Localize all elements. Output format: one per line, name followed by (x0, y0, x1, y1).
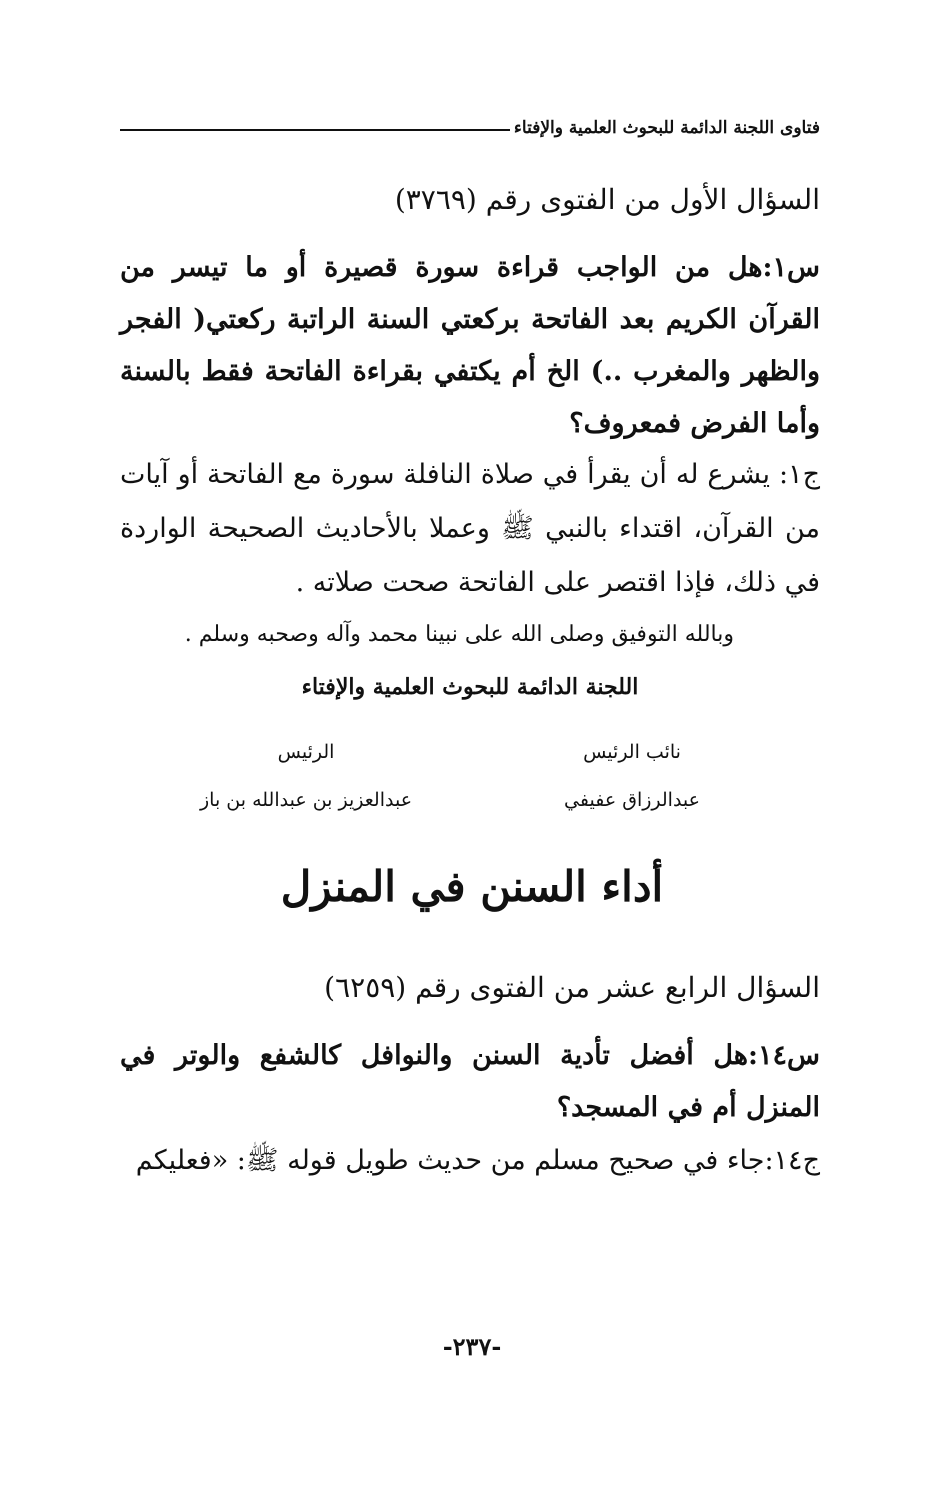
deputy-role: نائب الرئيس (583, 741, 681, 763)
fatwa1-answer: ج١: يشرع له أن يقرأ في صلاة النافلة سورة مع الفاتحة أو آيات من القرآن، اقتداء بالنبي ﷺ وعملا بالأحاديث الصحيحة الواردة في ذلك، فإذا اقتصر على الفاتحة صحت صلاته . (120, 459, 820, 598)
fatwa2-question: س١٤:هل أفضل تأدية السنن والنوافل كالشفع والوتر في المنزل أم في المسجد؟ (120, 1040, 820, 1123)
page-number: -٢٣٧- (442, 1332, 502, 1361)
signature-chair (200, 728, 412, 824)
section-title: أداء السنن في المنزل (280, 862, 664, 911)
chair-name: عبدالعزيز بن عبدالله بن باز (200, 789, 413, 811)
deputy-name: عبدالرزاق عفيفي (564, 789, 700, 811)
signatures (200, 728, 700, 824)
running-header-title: فتاوى اللجنة الدائمة للبحوث العلمية والإفتاء (513, 118, 820, 138)
chair-role: الرئيس (277, 741, 335, 763)
fatwa1-question (120, 242, 820, 450)
fatwa2-title: السؤال الرابع عشر من الفتوى رقم (٦٢٥٩) (324, 971, 820, 1004)
signature-deputy (564, 728, 700, 824)
fatwa1-title: السؤال الأول من الفتوى رقم (٣٧٦٩) (394, 183, 820, 216)
fatwa1-question-text: س١:هل من الواجب قراءة سورة قصيرة أو ما تيسر من القرآن الكريم بعد الفاتحة بركعتي السنة الراتبة ركعتي( الفجر والظهر والمغرب ..) الخ أم يكتفي بقراءة الفاتحة فقط بالسنة وأما الفرض فمعروف؟ (120, 252, 820, 439)
fatwa2-answer: ج١٤:جاء في صحيح مسلم من حديث طويل قوله ﷺ: «فعليكم (135, 1145, 820, 1176)
committee-name: اللجنة الدائمة للبحوث العلمية والإفتاء (301, 674, 639, 700)
fatwa1-closing: وبالله التوفيق وصلى الله على نبينا محمد وآله وصحبه وسلم . (184, 622, 734, 647)
running-header (120, 118, 820, 138)
header-rule (120, 129, 510, 131)
